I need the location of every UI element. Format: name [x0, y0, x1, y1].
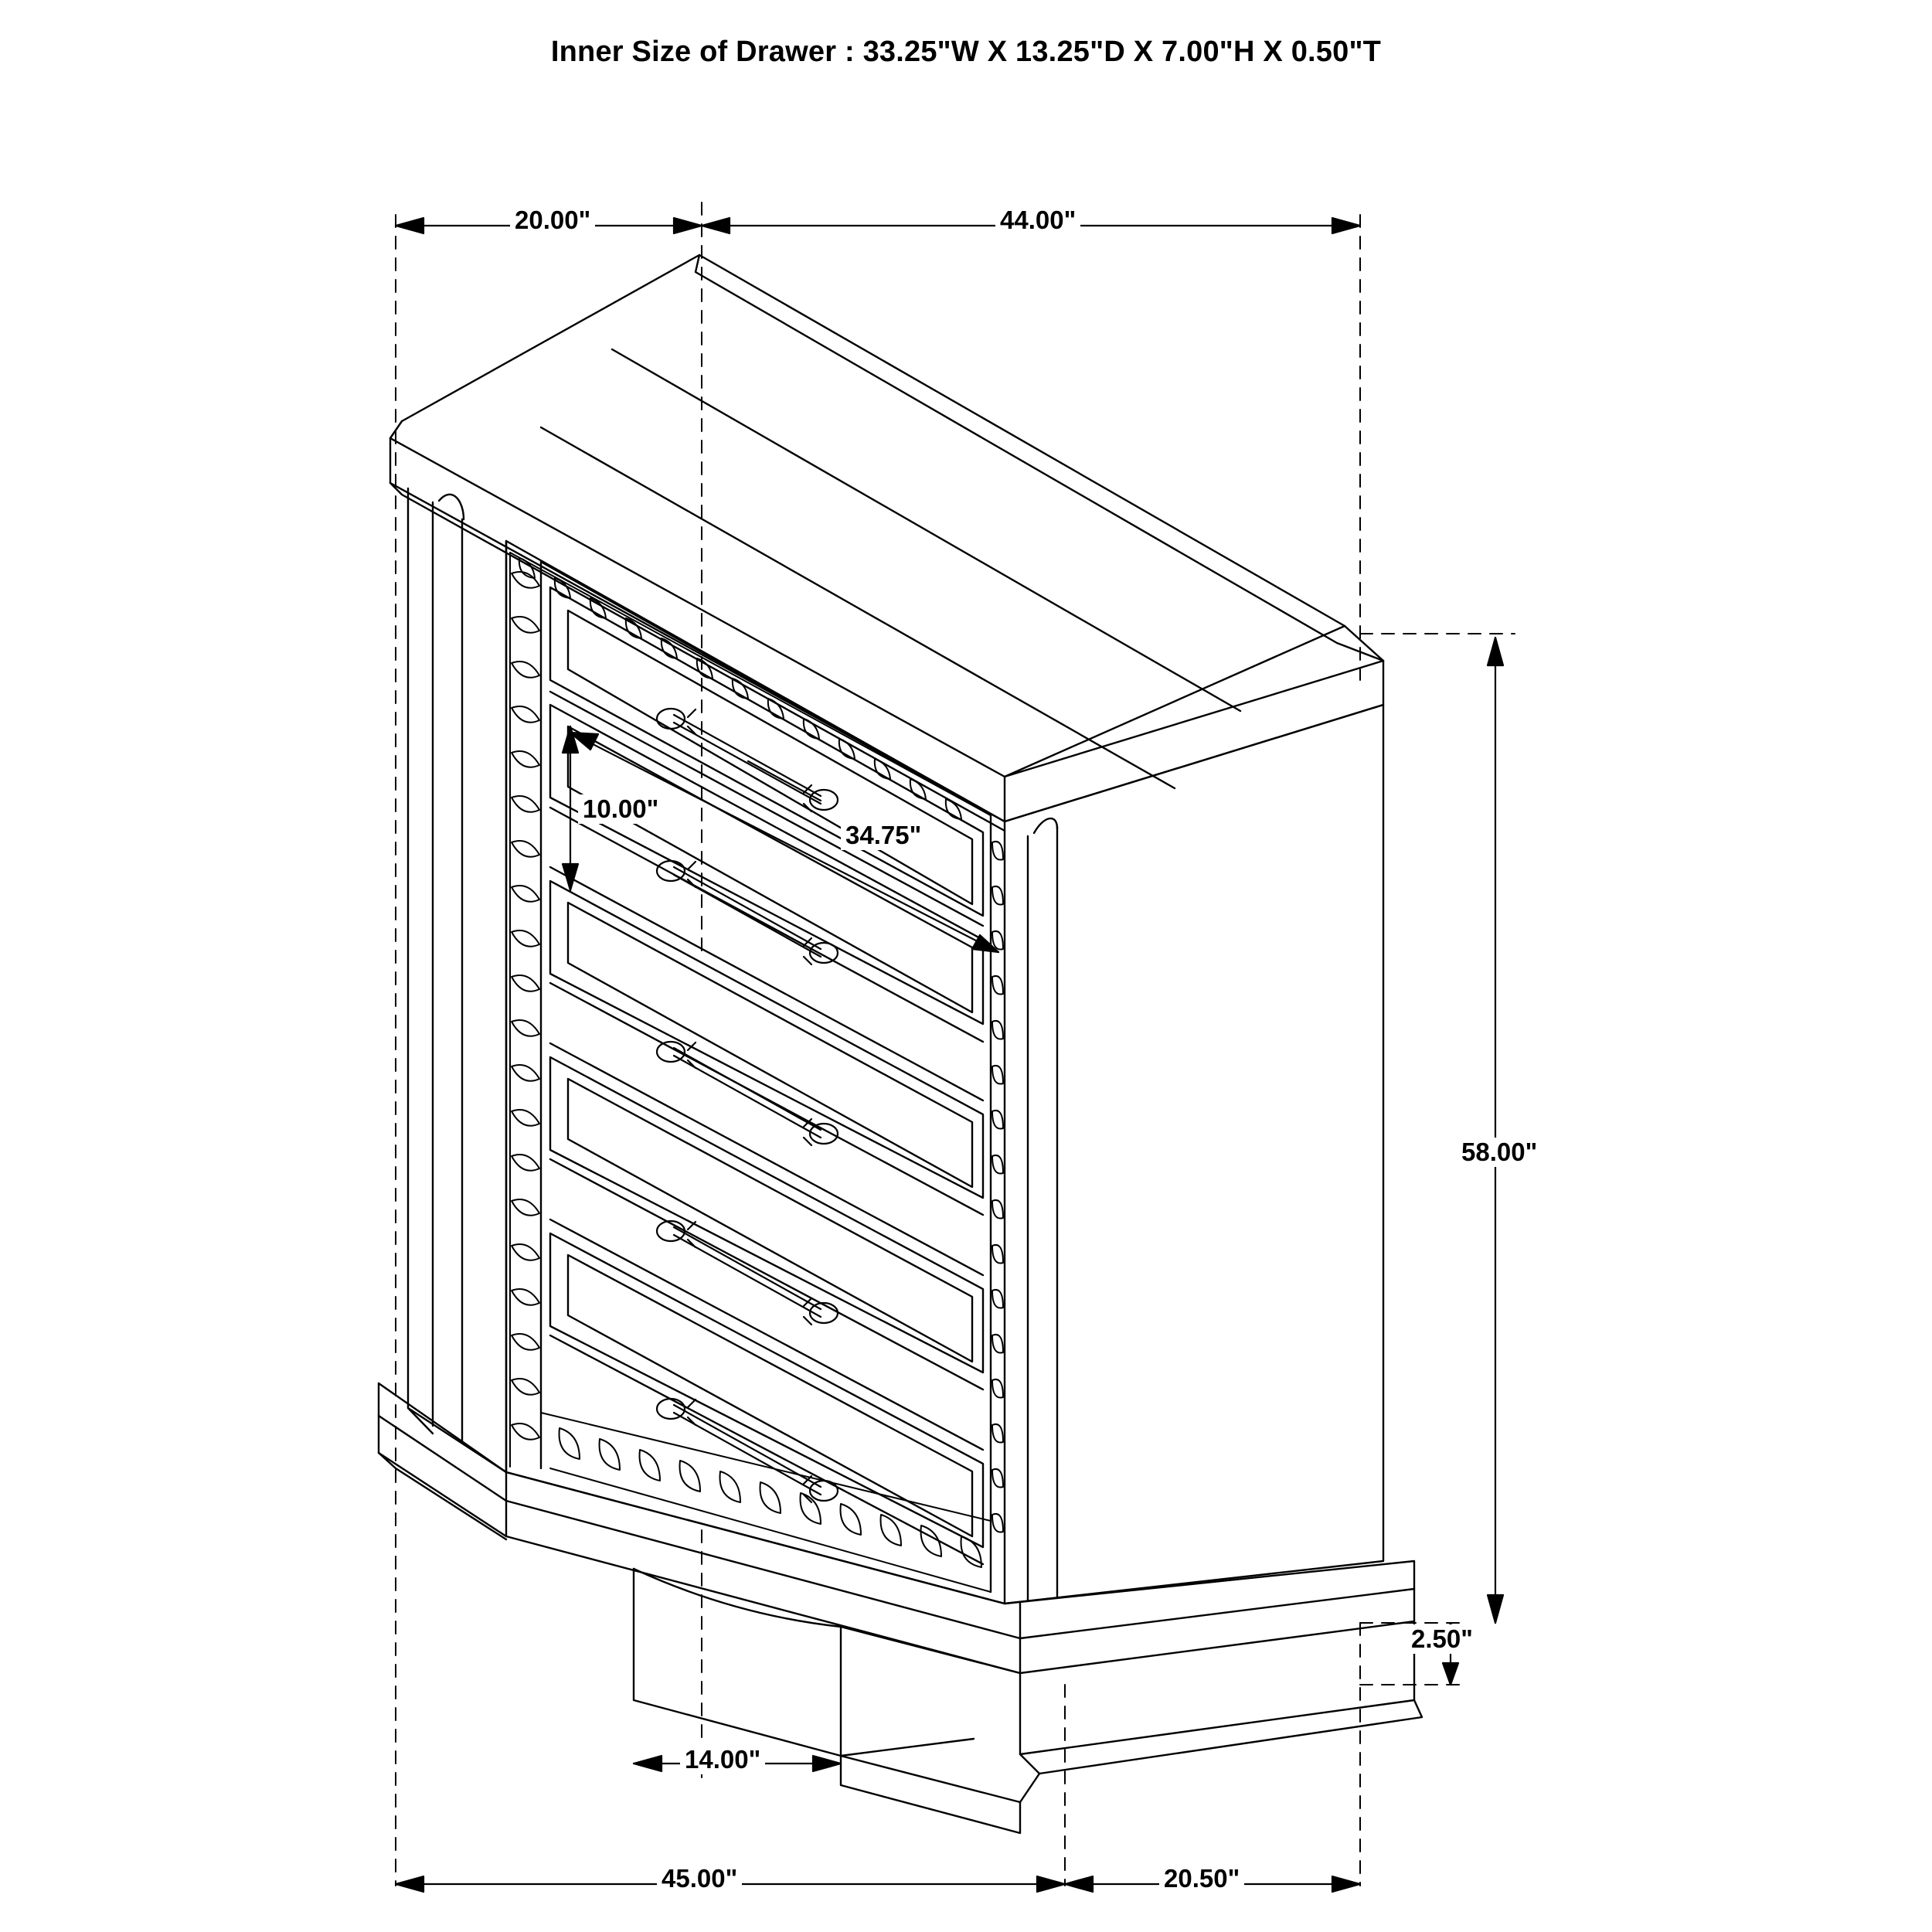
dimension-label-top-width: 44.00"	[995, 206, 1080, 235]
carved-ornament-bottom	[541, 1413, 991, 1592]
chest-right-side-panel	[1005, 705, 1383, 1604]
dimension-label-top-depth: 20.00"	[510, 206, 595, 235]
carved-ornament-right	[991, 815, 1005, 1604]
dimension-label-foot-width: 14.00"	[680, 1745, 765, 1774]
extension-lines	[396, 202, 1515, 1886]
chest-top-surface	[390, 255, 1383, 788]
chest-left-side-panel	[408, 488, 506, 1472]
chest-foot-apron	[634, 1569, 1422, 1833]
chest-top-moulding	[390, 438, 1383, 831]
dimension-label-overall-width: 45.00"	[657, 1864, 742, 1893]
drawer-fronts	[550, 587, 983, 1564]
carved-ornament-left	[510, 553, 541, 1467]
dimension-line-overall-height	[1488, 638, 1503, 1623]
dimension-label-drawer-width: 34.75"	[841, 821, 926, 850]
dimension-label-base-height: 2.50"	[1406, 1624, 1478, 1654]
chest-base-moulding	[379, 1383, 1414, 1673]
dimension-label-overall-depth: 20.50"	[1159, 1864, 1244, 1893]
dimension-label-overall-height: 58.00"	[1457, 1138, 1542, 1167]
drawer-handles	[657, 709, 838, 1502]
page-title: Inner Size of Drawer : 33.25"W X 13.25"D X 7.00"H X 0.50"T	[550, 36, 1382, 68]
dimension-label-drawer-height: 10.00"	[578, 794, 663, 824]
